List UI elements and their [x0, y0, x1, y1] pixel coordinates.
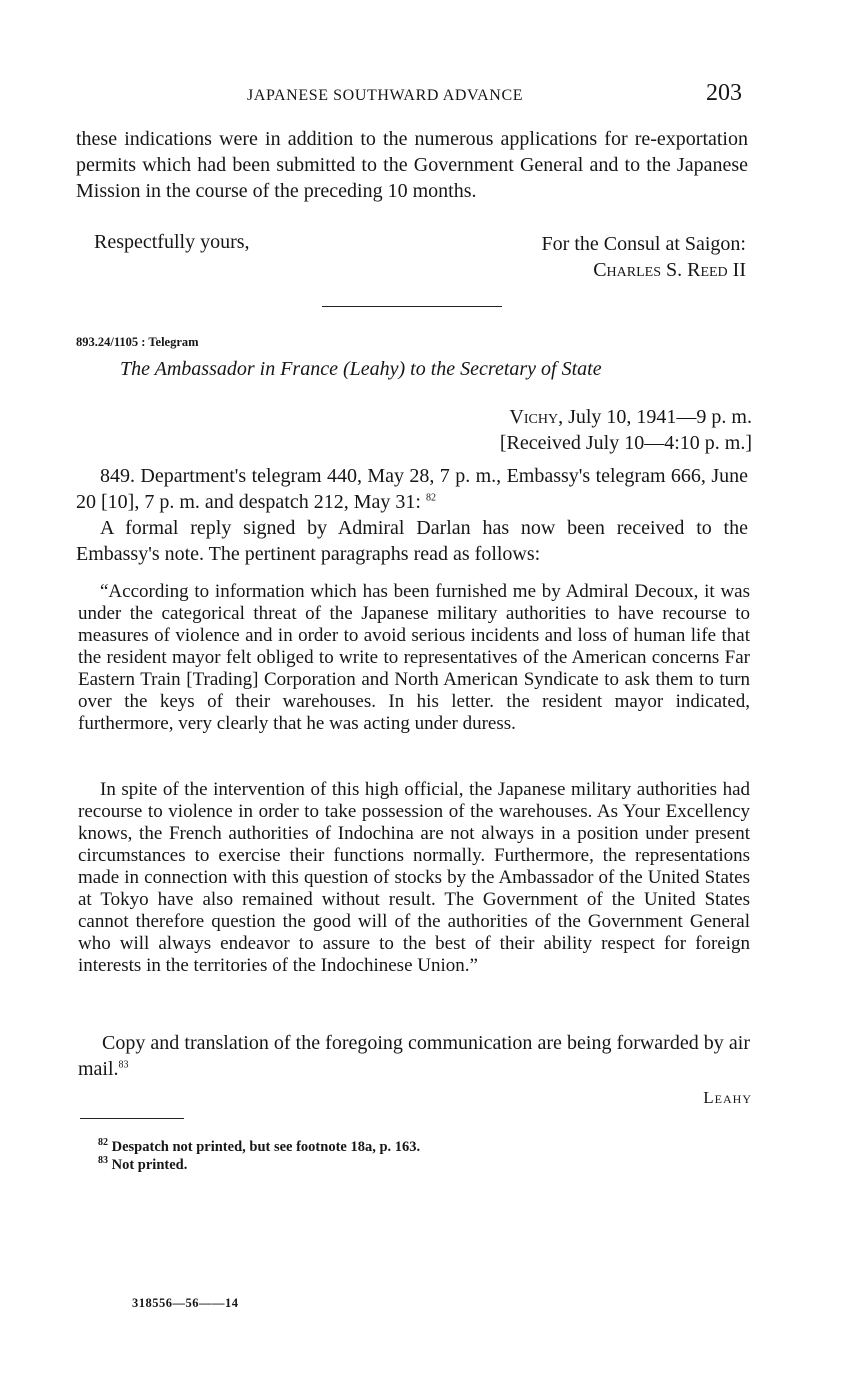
- paragraph-849-text: 849. Department's telegram 440, May 28, 7 p. m., Embassy's telegram 666, June 20 [10], 7 p. m. and despatch 212, May 31:: [76, 465, 748, 513]
- place: Vichy,: [509, 406, 564, 428]
- printer-imprint: 318556—56——14: [132, 1296, 239, 1310]
- dateline: [500, 404, 752, 456]
- signature-block: [542, 231, 746, 283]
- footnote-mark: 83: [98, 1155, 108, 1167]
- footnote-rule: [80, 1118, 184, 1119]
- paragraph-copy-text: Copy and translation of the foregoing communication are being forwarded by air mail.: [78, 1032, 750, 1080]
- page-number: 203: [706, 80, 742, 106]
- date-received: [Received July 10—4:10 p. m.]: [499, 432, 752, 454]
- signer-name: Charles S. Reed II: [593, 259, 746, 281]
- quote-paragraph-2: In spite of the intervention of this high official, the Japanese military authorities had recourse to violence in order to take possession of the warehouses. As Your Excellency knows, the French authorities of Indochina are not always in a position under present circumstances to exercise their functions normally. Furthermore, the representations made in connection with this question of stocks by the Ambassador of the United States at Tokyo have also remained without result. The Government of the United States cannot therefore question the good will of the authorities of the Government General who will always endeavor to assure to the best of their ability respect for foreign interests in the territories of the Indochinese Union.”: [78, 779, 750, 976]
- footnotes: [98, 1138, 420, 1174]
- footnote-text: Despatch not printed, but see footnote 18a, p. 163.: [111, 1139, 421, 1155]
- footnote-ref-82: 82: [425, 492, 436, 504]
- footnote-83: [98, 1156, 420, 1174]
- document-title: The Ambassador in France (Leahy) to the Secretary of State: [120, 358, 602, 380]
- footnote-ref-83: 83: [118, 1059, 129, 1071]
- footnote-mark: 82: [98, 1137, 108, 1149]
- date-sent-line: [500, 404, 752, 430]
- paragraph-849: [76, 463, 748, 515]
- footnote-82: [98, 1138, 420, 1156]
- signature: Leahy: [703, 1088, 752, 1107]
- file-reference: 893.24/1105 : Telegram: [76, 335, 199, 349]
- salutation: Respectfully yours,: [94, 231, 250, 253]
- signer-line: For the Consul at Saigon:: [541, 233, 746, 255]
- section-divider: [322, 306, 502, 307]
- paragraph-reply: A formal reply signed by Admiral Darlan has now been received to the Embassy's note. The pertinent paragraphs read as follows:: [76, 517, 748, 565]
- date-sent: July 10, 1941—9 p. m.: [568, 406, 752, 428]
- paragraph-copy: [78, 1030, 750, 1082]
- footnote-text: Not printed.: [111, 1157, 188, 1173]
- quote-paragraph-1: “According to information which has been furnished me by Admiral Decoux, it was under the categorical threat of the Japanese military authorities to have recourse to measures of violence and in order to avoid serious incidents and loss of human life that the resident mayor felt obliged to write to representatives of the American concerns Far Eastern Train [Trading] Corporation and North American Syndicate to ask them to turn over the keys of their warehouses. In his letter. the resident mayor indicated, furthermore, very clearly that he was acting under duress.: [78, 581, 750, 734]
- running-title: JAPANESE SOUTHWARD ADVANCE: [247, 87, 524, 104]
- previous-document-closing-paragraph: these indications were in addition to the numerous applications for re-exportation permits which had been submitted to the Government General and to the Japanese Mission in the course of the preceding 10 months.: [76, 128, 748, 202]
